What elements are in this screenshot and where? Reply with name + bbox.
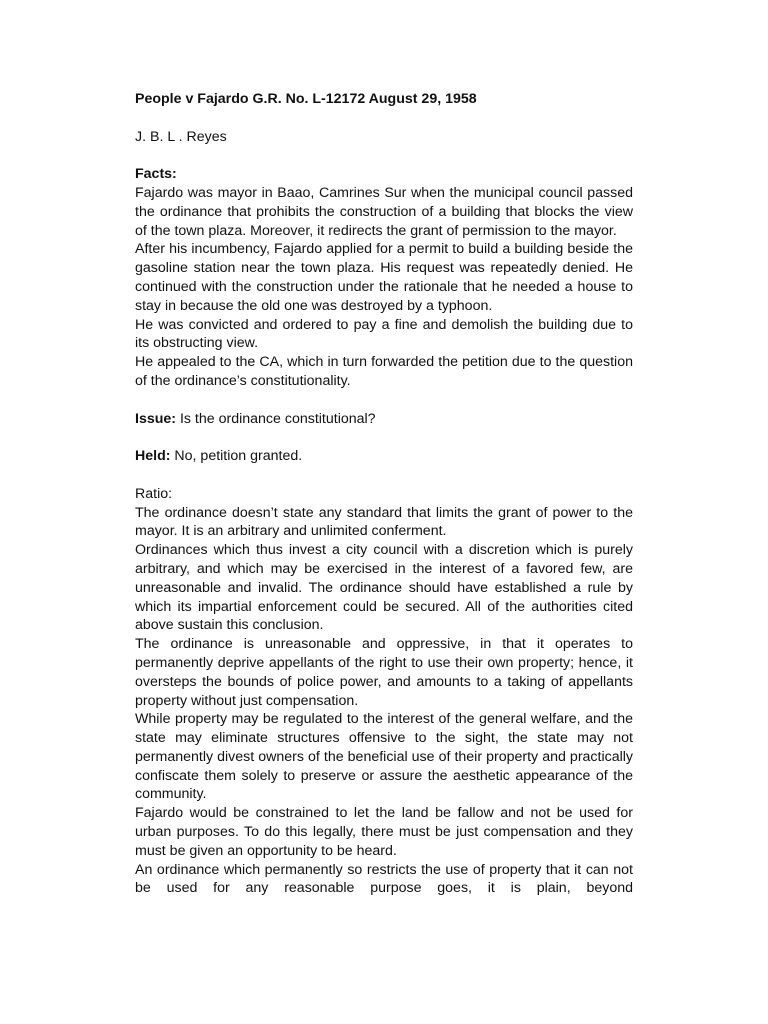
facts-paragraph: He appealed to the CA, which in turn forwarded the petition due to the question of the ordinance’s constitutionality.: [135, 354, 633, 389]
ratio-paragraph: An ordinance which permanently so restricts the use of property that it can not be used for any reasonable purpose goes, it is plain, beyond: [135, 861, 633, 897]
document-page: [135, 90, 633, 898]
case-author: J. B. L . Reyes: [135, 128, 227, 145]
issue-section: [135, 410, 633, 429]
facts-paragraph: After his incumbency, Fajardo applied for a permit to build a building beside the gasoline station near the town plaza. His request was repeatedly denied. He continued with the construction under the rationale that he needed a house to stay in because the old one was destroyed by a typhoon.: [135, 241, 633, 314]
ratio-paragraph: The ordinance is unreasonable and oppressive, in that it operates to permanently deprive appellants of the right to use their own property; hence, it oversteps the bounds of police power, and amounts to a taking of appellants property without just compensation.: [135, 636, 633, 709]
ratio-paragraph: Ordinances which thus invest a city council with a discretion which is purely arbitrary, and which may be exercised in the interest of a favored few, are unreasonable and invalid. The ordinance should have established a rule by which its impartial enforcement could be secured. All of the authorities cited above sustain this conclusion.: [135, 542, 633, 634]
ratio-heading: Ratio:: [135, 485, 173, 502]
ratio-paragraph: Fajardo would be constrained to let the land be fallow and not be used for urban purposes. To do this legally, there must be just compensation and they must be given an opportunity to be heard.: [135, 805, 633, 859]
facts-paragraph: Fajardo was mayor in Baao, Camrines Sur when the municipal council passed the ordinance that prohibits the construction of a building that blocks the view of the town plaza. Moreover, it redirects the grant of permission to the mayor.: [135, 184, 633, 239]
issue-text: Is the ordinance constitutional?: [176, 410, 376, 427]
held-section: [135, 447, 633, 466]
issue-label: Issue:: [135, 410, 177, 427]
ratio-paragraph: While property may be regulated to the interest of the general welfare, and the state may eliminate structures offensive to the sight, the state may not permanently divest owners of the beneficial use of their property and practically confiscate them solely to preserve or assure the aesthetic appearance of the community.: [135, 711, 633, 803]
case-title: People v Fajardo G.R. No. L-12172 August 29, 1958: [135, 91, 477, 107]
held-label: Held:: [135, 448, 171, 465]
ratio-paragraph: The ordinance doesn’t state any standard that limits the grant of power to the mayor. It is an arbitrary and unlimited conferment.: [135, 504, 633, 540]
held-text: No, petition granted.: [170, 448, 303, 465]
facts-paragraph: He was convicted and ordered to pay a fine and demolish the building due to its obstructing view.: [135, 316, 633, 352]
facts-heading: Facts:: [135, 166, 177, 183]
